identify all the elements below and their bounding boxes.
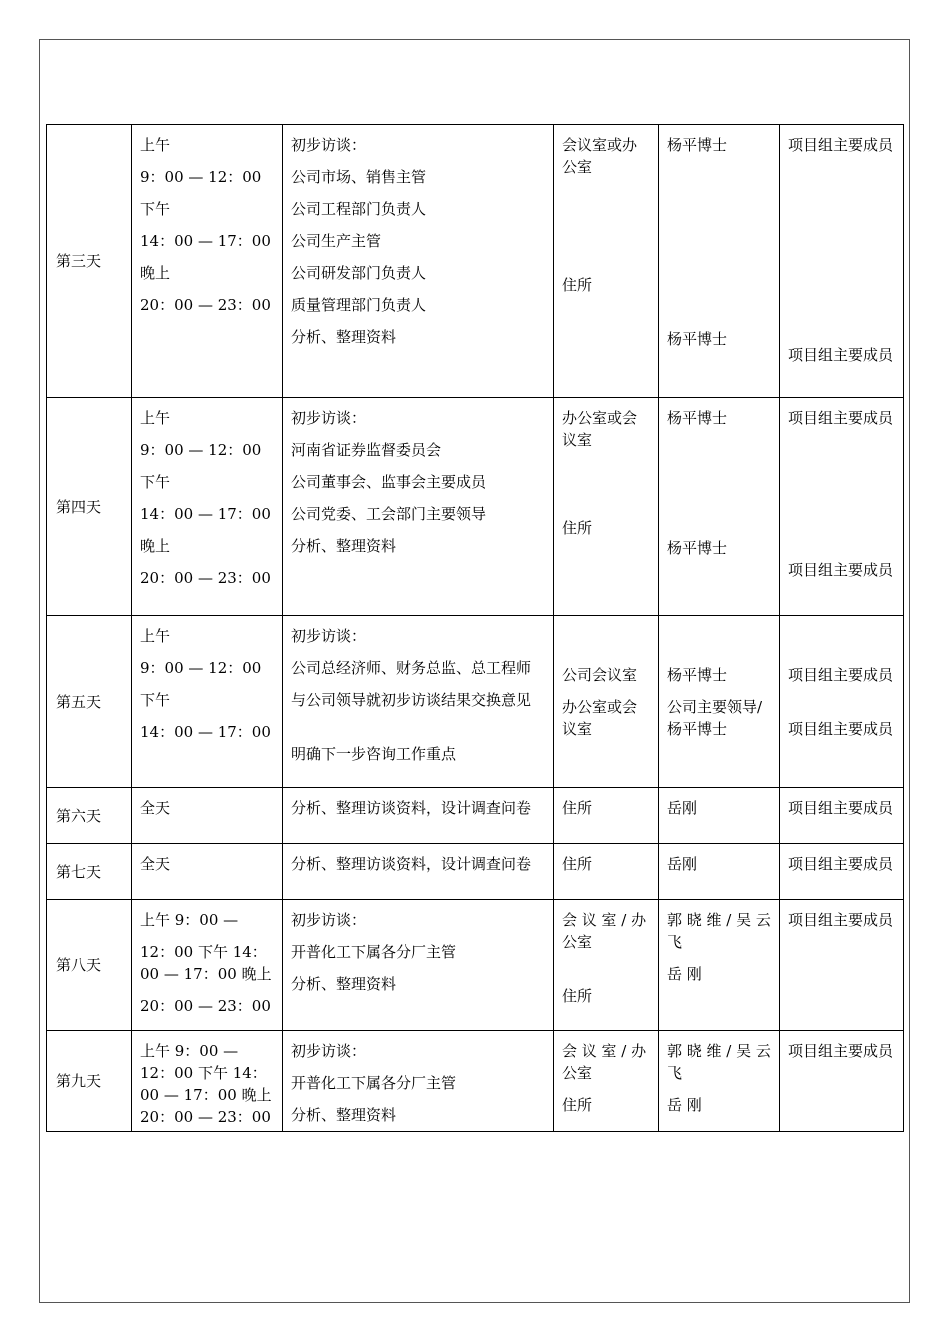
place-cell: 住所 xyxy=(554,788,659,844)
schedule-table xyxy=(46,124,904,1132)
day-cell: 第八天 xyxy=(47,900,132,1031)
person-cell: 杨平博士 公司主要领导/杨平博士 xyxy=(659,616,780,788)
content-cell: 初步访谈： 公司总经济师、财务总监、总工程师 与公司领导就初步访谈结果交换意见 明确下一步咨询工作重点 xyxy=(283,616,554,788)
content-cell: 分析、整理访谈资料，设计调查问卷 xyxy=(283,788,554,844)
table-row xyxy=(47,616,904,788)
content-cell: 分析、整理访谈资料，设计调查问卷 xyxy=(283,844,554,900)
time-cell: 上午 9：00 — 12：00 下午 14：00 — 17：00 晚上 20：00 — 23：00 xyxy=(132,398,283,616)
day-cell: 第七天 xyxy=(47,844,132,900)
person-cell: 郭 晓 维 / 吴 云飞 岳 刚 xyxy=(659,1031,780,1132)
content-cell: 初步访谈： 开普化工下属各分厂主管 分析、整理资料 xyxy=(283,900,554,1031)
person-cell: 岳刚 xyxy=(659,844,780,900)
place-cell: 办公室或会议室 住所 xyxy=(554,398,659,616)
day-cell: 第六天 xyxy=(47,788,132,844)
time-cell: 全天 xyxy=(132,788,283,844)
table-row xyxy=(47,1031,904,1132)
day-cell: 第九天 xyxy=(47,1031,132,1132)
content-cell: 初步访谈： 公司市场、销售主管 公司工程部门负责人 公司生产主管 公司研发部门负责人 质量管理部门负责人 分析、整理资料 xyxy=(283,125,554,398)
person-cell: 杨平博士 杨平博士 xyxy=(659,125,780,398)
person-cell: 杨平博士 杨平博士 xyxy=(659,398,780,616)
day-cell: 第三天 xyxy=(47,125,132,398)
time-cell: 上午 9：00 — 12：00 下午 14：00 — 17：00 xyxy=(132,616,283,788)
time-cell: 全天 xyxy=(132,844,283,900)
place-cell: 公司会议室 办公室或会议室 xyxy=(554,616,659,788)
table-row xyxy=(47,398,904,616)
participants-cell: 项目组主要成员 xyxy=(780,844,904,900)
participants-cell: 项目组主要成员 项目组主要成员 xyxy=(780,616,904,788)
place-cell: 住所 xyxy=(554,844,659,900)
content-cell: 初步访谈： 河南省证券监督委员会 公司董事会、监事会主要成员 公司党委、工会部门主要领导 分析、整理资料 xyxy=(283,398,554,616)
person-cell: 岳刚 xyxy=(659,788,780,844)
table-row xyxy=(47,900,904,1031)
participants-cell: 项目组主要成员 xyxy=(780,1031,904,1132)
content-cell: 初步访谈： 开普化工下属各分厂主管 分析、整理资料 xyxy=(283,1031,554,1132)
place-cell: 会 议 室 / 办公室 住所 xyxy=(554,900,659,1031)
participants-cell: 项目组主要成员 xyxy=(780,900,904,1031)
person-cell: 郭 晓 维 / 吴 云飞 岳 刚 xyxy=(659,900,780,1031)
time-cell: 上午 9：00 — 12：00 下午 14：00 — 17：00 晚上 20：00 — 23：00 xyxy=(132,900,283,1031)
participants-cell: 项目组主要成员 xyxy=(780,788,904,844)
place-cell: 会 议 室 / 办公室 住所 xyxy=(554,1031,659,1132)
participants-cell: 项目组主要成员 项目组主要成员 xyxy=(780,398,904,616)
time-cell: 上午 9：00 — 12：00 下午 14：00 — 17：00 晚上 20：00 — 23：00 xyxy=(132,1031,283,1132)
time-cell: 上午 9：00 — 12：00 下午 14：00 — 17：00 晚上 20：00 — 23：00 xyxy=(132,125,283,398)
table-row xyxy=(47,788,904,844)
day-cell: 第五天 xyxy=(47,616,132,788)
table-row xyxy=(47,844,904,900)
day-cell: 第四天 xyxy=(47,398,132,616)
participants-cell: 项目组主要成员 项目组主要成员 xyxy=(780,125,904,398)
place-cell: 会议室或办公室 住所 xyxy=(554,125,659,398)
table-row xyxy=(47,125,904,398)
